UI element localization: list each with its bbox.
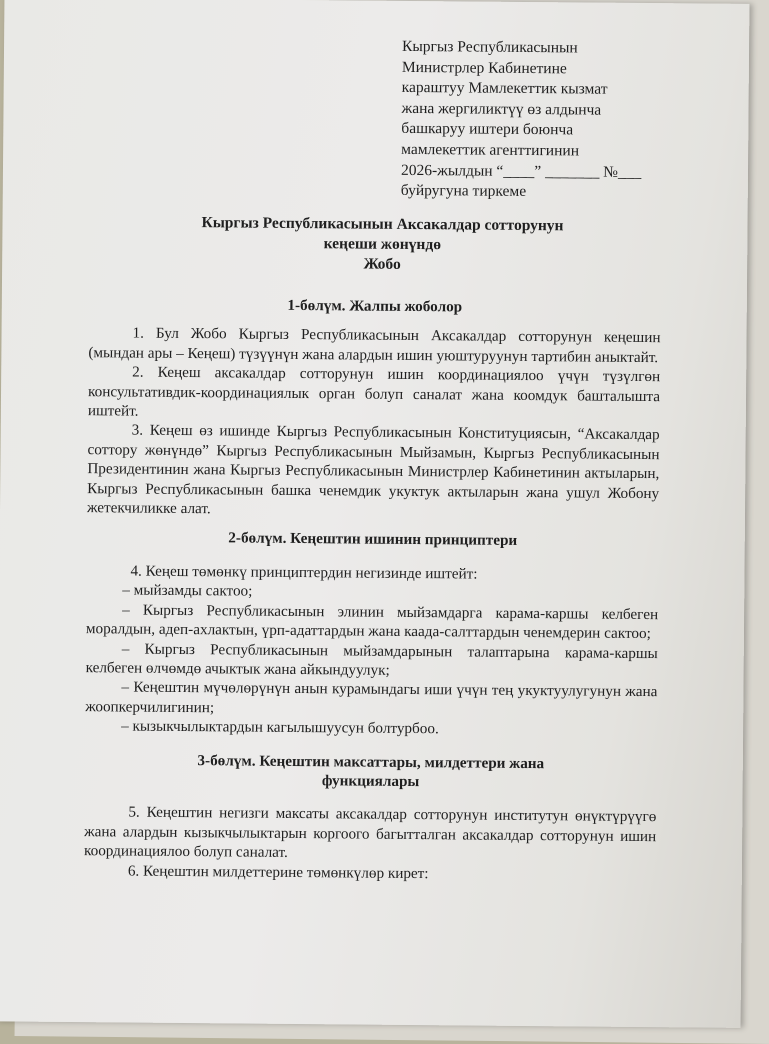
title-line: Кыргыз Республикасынын Аксакалдар сотторунун [201,214,564,235]
annex-block [401,37,702,204]
annex-line: караштуу Мамлекеттик кызмат [401,79,608,98]
list-item: – кызыкчылыктардын кагылышуусун болтурбоо. [121,717,439,738]
paragraph-3: 3. Кеңеш өз ишинде Кыргыз Республикасынын Конституциясын, “Аксакалдар соттору жөнүндө” Кыргыз Республикасынын Мыйзамын, Кыргыз Республикасынын Президентинин жана Кыргыз Республикасынын Министрлер Кабинетинин актыларын, Кыргыз Республикасынын башка ченемдик укуктук актыларын жана ушул Жобону жетекчиликке алат. [86,421,660,518]
annex-line: мамлекеттик агенттигинин [401,140,580,160]
document-body [84,294,661,885]
paragraph-1: 1. Бул Жобо Кыргыз Республикасынын Аксакалдар сотторунун кеңешин (мындан ары – Кеңеш) түзүүнүн жана алардын ишин уюштуруунун тартибин аныктайт. [88,324,661,366]
annex-line: 2026-жылдын “____” _______ №___ [400,161,642,181]
list-item: – Кыргыз Республикасынын мыйзамдарынын талаптарына карама-каршы келбеген өлчөмдө ачыктык жана айкындуулук; [85,639,658,679]
annex-line: жана жергиликтүү өз алдынча [401,99,602,119]
annex-line: Кыргыз Республикасынын [401,37,578,57]
document-title [82,212,683,277]
section-heading-3-line2: функциялары [321,772,420,791]
paragraph-5: 5. Кеңештин негизги максаты аксакалдар сотторунун институтун өнүктүрүүгө жана алардын кызыкчылыктарын коргоого багытталган аксакалдар сотторунун ишин координациялоо болуп саналат. [83,803,657,862]
title-line: Жобо [363,255,401,273]
section-heading-1: 1-бөлүм. Жалпы жоболор [287,296,463,316]
list-item: – мыйзамды сактоо; [122,581,253,600]
list-item: – Кеңештин мүчөлөрүнүн анын курамындагы иши үчүн тең укуктуулугунун жана жоопкерчилигинин; [85,678,658,716]
annex-line: Министрлер Кабинетине [401,58,567,77]
list-item: – Кыргыз Республикасынын элинин мыйзамдарга карама-каршы келбеген моралдын, адеп-ахлактын, үрп-адаттардын жана каада-салттардын ченемдерин сактоо; [85,601,659,643]
paragraph-2: 2. Кеңеш аксакалдар сотторунун ишин координациялоо үчүн түзүлгөн консультативдик-координациялык орган болуп саналат жана коомдук башталышта иштейт. [87,363,661,420]
section-heading-3-line1: 3-бөлүм. Кеңештин максаттары, милдеттери жана [197,751,545,772]
paragraph-6: 6. Кеңештин милдеттерине төмөнкүлөр кирет: [127,862,429,882]
paragraph-4: 4. Кеңеш төмөнкү принциптердин негизинде иштейт: [130,562,478,583]
title-line: кеңеши жөнүндө [323,235,442,254]
annex-line: башкаруу иштери боюнча [401,120,574,139]
annex-line: буйругуна тиркеме [400,182,527,201]
section-heading-2: 2-бөлүм. Кеңештин ишинин принциптери [228,529,518,550]
section-heading-3 [85,750,657,794]
